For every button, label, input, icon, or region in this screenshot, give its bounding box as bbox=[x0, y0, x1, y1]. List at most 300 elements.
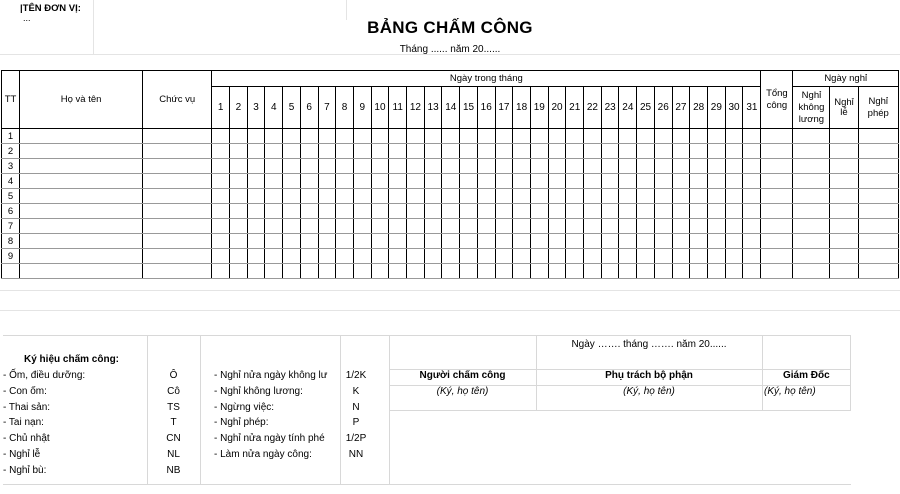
attendance-cell[interactable] bbox=[336, 264, 354, 279]
attendance-cell[interactable] bbox=[283, 234, 301, 249]
attendance-cell[interactable] bbox=[672, 159, 690, 174]
attendance-cell[interactable] bbox=[247, 189, 265, 204]
attendance-cell[interactable] bbox=[690, 189, 708, 204]
attendance-cell[interactable] bbox=[477, 249, 495, 264]
attendance-cell[interactable] bbox=[761, 174, 793, 189]
attendance-cell[interactable] bbox=[548, 159, 566, 174]
attendance-cell[interactable] bbox=[761, 159, 793, 174]
attendance-cell[interactable] bbox=[690, 219, 708, 234]
attendance-cell[interactable] bbox=[654, 249, 672, 264]
attendance-cell[interactable] bbox=[830, 204, 858, 219]
attendance-cell[interactable] bbox=[619, 219, 637, 234]
position-cell[interactable] bbox=[143, 249, 212, 264]
attendance-cell[interactable] bbox=[318, 234, 336, 249]
attendance-cell[interactable] bbox=[300, 144, 318, 159]
attendance-cell[interactable] bbox=[336, 234, 354, 249]
name-cell[interactable] bbox=[20, 204, 143, 219]
attendance-cell[interactable] bbox=[495, 219, 513, 234]
attendance-cell[interactable] bbox=[495, 249, 513, 264]
attendance-cell[interactable] bbox=[495, 144, 513, 159]
attendance-cell[interactable] bbox=[318, 174, 336, 189]
attendance-cell[interactable] bbox=[619, 204, 637, 219]
attendance-cell[interactable] bbox=[212, 249, 230, 264]
attendance-cell[interactable] bbox=[513, 204, 531, 219]
attendance-cell[interactable] bbox=[407, 174, 425, 189]
attendance-cell[interactable] bbox=[230, 264, 248, 279]
attendance-cell[interactable] bbox=[513, 129, 531, 144]
attendance-cell[interactable] bbox=[460, 144, 478, 159]
attendance-cell[interactable] bbox=[858, 174, 899, 189]
attendance-cell[interactable] bbox=[858, 204, 899, 219]
attendance-cell[interactable] bbox=[566, 264, 584, 279]
attendance-cell[interactable] bbox=[743, 249, 761, 264]
attendance-cell[interactable] bbox=[212, 174, 230, 189]
attendance-cell[interactable] bbox=[230, 204, 248, 219]
attendance-cell[interactable] bbox=[584, 204, 602, 219]
attendance-cell[interactable] bbox=[283, 159, 301, 174]
attendance-cell[interactable] bbox=[566, 204, 584, 219]
attendance-cell[interactable] bbox=[460, 264, 478, 279]
attendance-cell[interactable] bbox=[212, 219, 230, 234]
attendance-cell[interactable] bbox=[637, 234, 655, 249]
position-cell[interactable] bbox=[143, 144, 212, 159]
attendance-cell[interactable] bbox=[743, 189, 761, 204]
attendance-cell[interactable] bbox=[407, 249, 425, 264]
attendance-cell[interactable] bbox=[793, 189, 830, 204]
attendance-cell[interactable] bbox=[830, 234, 858, 249]
name-cell[interactable] bbox=[20, 189, 143, 204]
attendance-cell[interactable] bbox=[654, 234, 672, 249]
attendance-cell[interactable] bbox=[336, 189, 354, 204]
attendance-cell[interactable] bbox=[637, 174, 655, 189]
attendance-cell[interactable] bbox=[477, 189, 495, 204]
attendance-cell[interactable] bbox=[477, 219, 495, 234]
attendance-cell[interactable] bbox=[830, 144, 858, 159]
attendance-cell[interactable] bbox=[725, 204, 743, 219]
attendance-cell[interactable] bbox=[460, 219, 478, 234]
attendance-cell[interactable] bbox=[858, 249, 899, 264]
attendance-cell[interactable] bbox=[230, 159, 248, 174]
attendance-cell[interactable] bbox=[793, 234, 830, 249]
position-cell[interactable] bbox=[143, 129, 212, 144]
attendance-cell[interactable] bbox=[495, 174, 513, 189]
attendance-cell[interactable] bbox=[265, 144, 283, 159]
attendance-cell[interactable] bbox=[230, 129, 248, 144]
attendance-cell[interactable] bbox=[212, 204, 230, 219]
attendance-cell[interactable] bbox=[793, 249, 830, 264]
attendance-cell[interactable] bbox=[793, 204, 830, 219]
attendance-cell[interactable] bbox=[442, 144, 460, 159]
attendance-cell[interactable] bbox=[548, 204, 566, 219]
attendance-cell[interactable] bbox=[619, 249, 637, 264]
attendance-cell[interactable] bbox=[283, 264, 301, 279]
attendance-cell[interactable] bbox=[619, 234, 637, 249]
attendance-cell[interactable] bbox=[300, 189, 318, 204]
attendance-cell[interactable] bbox=[690, 264, 708, 279]
attendance-cell[interactable] bbox=[353, 234, 371, 249]
attendance-cell[interactable] bbox=[637, 159, 655, 174]
attendance-cell[interactable] bbox=[336, 129, 354, 144]
attendance-cell[interactable] bbox=[858, 219, 899, 234]
attendance-cell[interactable] bbox=[371, 174, 389, 189]
attendance-cell[interactable] bbox=[371, 219, 389, 234]
attendance-cell[interactable] bbox=[247, 264, 265, 279]
attendance-cell[interactable] bbox=[283, 189, 301, 204]
attendance-cell[interactable] bbox=[690, 234, 708, 249]
attendance-cell[interactable] bbox=[247, 249, 265, 264]
attendance-cell[interactable] bbox=[283, 204, 301, 219]
attendance-cell[interactable] bbox=[619, 129, 637, 144]
attendance-cell[interactable] bbox=[743, 144, 761, 159]
attendance-cell[interactable] bbox=[460, 129, 478, 144]
attendance-cell[interactable] bbox=[460, 174, 478, 189]
attendance-cell[interactable] bbox=[637, 249, 655, 264]
attendance-cell[interactable] bbox=[407, 144, 425, 159]
name-cell[interactable] bbox=[20, 159, 143, 174]
attendance-cell[interactable] bbox=[336, 204, 354, 219]
attendance-cell[interactable] bbox=[353, 219, 371, 234]
attendance-cell[interactable] bbox=[424, 204, 442, 219]
attendance-cell[interactable] bbox=[619, 174, 637, 189]
attendance-cell[interactable] bbox=[371, 129, 389, 144]
attendance-cell[interactable] bbox=[761, 189, 793, 204]
attendance-cell[interactable] bbox=[389, 174, 407, 189]
position-cell[interactable] bbox=[143, 189, 212, 204]
attendance-cell[interactable] bbox=[743, 174, 761, 189]
attendance-cell[interactable] bbox=[318, 204, 336, 219]
attendance-cell[interactable] bbox=[566, 219, 584, 234]
attendance-cell[interactable] bbox=[858, 264, 899, 279]
attendance-cell[interactable] bbox=[566, 144, 584, 159]
attendance-cell[interactable] bbox=[513, 189, 531, 204]
attendance-cell[interactable] bbox=[637, 204, 655, 219]
attendance-cell[interactable] bbox=[761, 129, 793, 144]
attendance-cell[interactable] bbox=[495, 129, 513, 144]
attendance-cell[interactable] bbox=[371, 249, 389, 264]
attendance-cell[interactable] bbox=[265, 159, 283, 174]
attendance-cell[interactable] bbox=[708, 174, 726, 189]
attendance-cell[interactable] bbox=[389, 219, 407, 234]
attendance-cell[interactable] bbox=[283, 129, 301, 144]
attendance-cell[interactable] bbox=[212, 264, 230, 279]
attendance-cell[interactable] bbox=[619, 144, 637, 159]
attendance-cell[interactable] bbox=[353, 144, 371, 159]
attendance-cell[interactable] bbox=[460, 189, 478, 204]
attendance-cell[interactable] bbox=[247, 174, 265, 189]
name-cell[interactable] bbox=[20, 129, 143, 144]
attendance-cell[interactable] bbox=[318, 129, 336, 144]
attendance-cell[interactable] bbox=[230, 234, 248, 249]
attendance-cell[interactable] bbox=[283, 144, 301, 159]
position-cell[interactable] bbox=[143, 219, 212, 234]
attendance-cell[interactable] bbox=[389, 144, 407, 159]
attendance-cell[interactable] bbox=[495, 264, 513, 279]
attendance-cell[interactable] bbox=[601, 264, 619, 279]
attendance-cell[interactable] bbox=[584, 174, 602, 189]
attendance-cell[interactable] bbox=[690, 129, 708, 144]
attendance-cell[interactable] bbox=[654, 144, 672, 159]
attendance-cell[interactable] bbox=[858, 129, 899, 144]
attendance-cell[interactable] bbox=[353, 264, 371, 279]
attendance-cell[interactable] bbox=[230, 189, 248, 204]
attendance-cell[interactable] bbox=[793, 219, 830, 234]
attendance-cell[interactable] bbox=[637, 219, 655, 234]
attendance-cell[interactable] bbox=[265, 249, 283, 264]
name-cell[interactable] bbox=[20, 174, 143, 189]
attendance-cell[interactable] bbox=[495, 189, 513, 204]
attendance-cell[interactable] bbox=[530, 174, 548, 189]
attendance-cell[interactable] bbox=[247, 234, 265, 249]
attendance-cell[interactable] bbox=[690, 174, 708, 189]
attendance-cell[interactable] bbox=[247, 219, 265, 234]
attendance-cell[interactable] bbox=[265, 219, 283, 234]
attendance-cell[interactable] bbox=[336, 219, 354, 234]
attendance-cell[interactable] bbox=[530, 189, 548, 204]
attendance-cell[interactable] bbox=[793, 159, 830, 174]
attendance-cell[interactable] bbox=[672, 129, 690, 144]
attendance-cell[interactable] bbox=[530, 159, 548, 174]
attendance-cell[interactable] bbox=[495, 204, 513, 219]
attendance-cell[interactable] bbox=[743, 234, 761, 249]
attendance-cell[interactable] bbox=[530, 129, 548, 144]
attendance-cell[interactable] bbox=[513, 234, 531, 249]
attendance-cell[interactable] bbox=[407, 159, 425, 174]
attendance-cell[interactable] bbox=[460, 159, 478, 174]
attendance-cell[interactable] bbox=[212, 159, 230, 174]
attendance-cell[interactable] bbox=[336, 249, 354, 264]
attendance-cell[interactable] bbox=[601, 204, 619, 219]
attendance-cell[interactable] bbox=[424, 144, 442, 159]
attendance-cell[interactable] bbox=[793, 144, 830, 159]
attendance-cell[interactable] bbox=[424, 264, 442, 279]
attendance-cell[interactable] bbox=[477, 204, 495, 219]
attendance-cell[interactable] bbox=[601, 144, 619, 159]
attendance-cell[interactable] bbox=[353, 204, 371, 219]
attendance-cell[interactable] bbox=[830, 249, 858, 264]
attendance-cell[interactable] bbox=[424, 189, 442, 204]
attendance-cell[interactable] bbox=[389, 234, 407, 249]
attendance-cell[interactable] bbox=[584, 129, 602, 144]
attendance-cell[interactable] bbox=[672, 249, 690, 264]
attendance-cell[interactable] bbox=[619, 264, 637, 279]
attendance-cell[interactable] bbox=[548, 264, 566, 279]
attendance-cell[interactable] bbox=[300, 264, 318, 279]
attendance-cell[interactable] bbox=[230, 144, 248, 159]
attendance-cell[interactable] bbox=[442, 174, 460, 189]
attendance-cell[interactable] bbox=[761, 234, 793, 249]
attendance-cell[interactable] bbox=[672, 204, 690, 219]
attendance-cell[interactable] bbox=[708, 129, 726, 144]
name-cell[interactable] bbox=[20, 144, 143, 159]
attendance-cell[interactable] bbox=[830, 174, 858, 189]
attendance-cell[interactable] bbox=[477, 159, 495, 174]
attendance-cell[interactable] bbox=[690, 204, 708, 219]
attendance-cell[interactable] bbox=[318, 264, 336, 279]
attendance-cell[interactable] bbox=[300, 234, 318, 249]
attendance-cell[interactable] bbox=[442, 264, 460, 279]
attendance-cell[interactable] bbox=[654, 219, 672, 234]
attendance-cell[interactable] bbox=[672, 219, 690, 234]
attendance-cell[interactable] bbox=[601, 219, 619, 234]
attendance-cell[interactable] bbox=[548, 234, 566, 249]
attendance-cell[interactable] bbox=[353, 249, 371, 264]
attendance-cell[interactable] bbox=[601, 129, 619, 144]
attendance-cell[interactable] bbox=[619, 189, 637, 204]
attendance-cell[interactable] bbox=[424, 129, 442, 144]
attendance-cell[interactable] bbox=[407, 234, 425, 249]
attendance-cell[interactable] bbox=[513, 174, 531, 189]
attendance-cell[interactable] bbox=[548, 219, 566, 234]
attendance-cell[interactable] bbox=[858, 144, 899, 159]
attendance-cell[interactable] bbox=[371, 144, 389, 159]
attendance-cell[interactable] bbox=[566, 129, 584, 144]
attendance-cell[interactable] bbox=[424, 174, 442, 189]
attendance-cell[interactable] bbox=[318, 144, 336, 159]
attendance-cell[interactable] bbox=[300, 129, 318, 144]
attendance-cell[interactable] bbox=[725, 189, 743, 204]
attendance-cell[interactable] bbox=[230, 219, 248, 234]
attendance-cell[interactable] bbox=[389, 129, 407, 144]
attendance-cell[interactable] bbox=[460, 249, 478, 264]
attendance-cell[interactable] bbox=[513, 219, 531, 234]
attendance-cell[interactable] bbox=[407, 189, 425, 204]
attendance-cell[interactable] bbox=[371, 204, 389, 219]
attendance-cell[interactable] bbox=[672, 234, 690, 249]
attendance-cell[interactable] bbox=[407, 219, 425, 234]
attendance-cell[interactable] bbox=[513, 249, 531, 264]
attendance-cell[interactable] bbox=[830, 129, 858, 144]
attendance-cell[interactable] bbox=[265, 264, 283, 279]
attendance-cell[interactable] bbox=[548, 174, 566, 189]
attendance-cell[interactable] bbox=[830, 264, 858, 279]
attendance-cell[interactable] bbox=[265, 129, 283, 144]
attendance-cell[interactable] bbox=[584, 159, 602, 174]
attendance-cell[interactable] bbox=[477, 264, 495, 279]
attendance-cell[interactable] bbox=[300, 204, 318, 219]
attendance-cell[interactable] bbox=[601, 159, 619, 174]
attendance-cell[interactable] bbox=[858, 234, 899, 249]
attendance-cell[interactable] bbox=[708, 189, 726, 204]
attendance-cell[interactable] bbox=[584, 144, 602, 159]
attendance-cell[interactable] bbox=[654, 159, 672, 174]
attendance-cell[interactable] bbox=[858, 189, 899, 204]
attendance-cell[interactable] bbox=[530, 249, 548, 264]
attendance-cell[interactable] bbox=[353, 189, 371, 204]
attendance-cell[interactable] bbox=[725, 144, 743, 159]
attendance-cell[interactable] bbox=[830, 189, 858, 204]
attendance-cell[interactable] bbox=[407, 264, 425, 279]
attendance-cell[interactable] bbox=[212, 189, 230, 204]
attendance-cell[interactable] bbox=[601, 234, 619, 249]
attendance-cell[interactable] bbox=[407, 129, 425, 144]
attendance-cell[interactable] bbox=[389, 249, 407, 264]
attendance-cell[interactable] bbox=[265, 234, 283, 249]
attendance-cell[interactable] bbox=[584, 219, 602, 234]
attendance-cell[interactable] bbox=[300, 249, 318, 264]
attendance-cell[interactable] bbox=[672, 189, 690, 204]
attendance-cell[interactable] bbox=[858, 159, 899, 174]
attendance-cell[interactable] bbox=[761, 219, 793, 234]
attendance-cell[interactable] bbox=[442, 189, 460, 204]
attendance-cell[interactable] bbox=[513, 159, 531, 174]
attendance-cell[interactable] bbox=[300, 219, 318, 234]
attendance-cell[interactable] bbox=[761, 264, 793, 279]
position-cell[interactable] bbox=[143, 174, 212, 189]
attendance-cell[interactable] bbox=[495, 234, 513, 249]
attendance-cell[interactable] bbox=[265, 189, 283, 204]
attendance-cell[interactable] bbox=[725, 129, 743, 144]
attendance-cell[interactable] bbox=[601, 174, 619, 189]
attendance-cell[interactable] bbox=[460, 234, 478, 249]
position-cell[interactable] bbox=[143, 264, 212, 279]
attendance-cell[interactable] bbox=[637, 189, 655, 204]
attendance-cell[interactable] bbox=[830, 159, 858, 174]
attendance-cell[interactable] bbox=[424, 219, 442, 234]
attendance-cell[interactable] bbox=[460, 204, 478, 219]
attendance-cell[interactable] bbox=[212, 144, 230, 159]
attendance-cell[interactable] bbox=[654, 204, 672, 219]
attendance-cell[interactable] bbox=[318, 249, 336, 264]
attendance-cell[interactable] bbox=[672, 264, 690, 279]
attendance-cell[interactable] bbox=[353, 174, 371, 189]
attendance-cell[interactable] bbox=[725, 219, 743, 234]
attendance-cell[interactable] bbox=[265, 174, 283, 189]
attendance-cell[interactable] bbox=[743, 204, 761, 219]
attendance-cell[interactable] bbox=[708, 234, 726, 249]
attendance-cell[interactable] bbox=[725, 264, 743, 279]
attendance-cell[interactable] bbox=[424, 234, 442, 249]
attendance-cell[interactable] bbox=[407, 204, 425, 219]
attendance-cell[interactable] bbox=[247, 204, 265, 219]
attendance-cell[interactable] bbox=[389, 159, 407, 174]
attendance-cell[interactable] bbox=[743, 129, 761, 144]
attendance-cell[interactable] bbox=[743, 219, 761, 234]
attendance-cell[interactable] bbox=[566, 189, 584, 204]
attendance-cell[interactable] bbox=[637, 129, 655, 144]
attendance-cell[interactable] bbox=[637, 264, 655, 279]
attendance-cell[interactable] bbox=[725, 174, 743, 189]
attendance-cell[interactable] bbox=[353, 129, 371, 144]
attendance-cell[interactable] bbox=[336, 159, 354, 174]
attendance-cell[interactable] bbox=[708, 249, 726, 264]
attendance-cell[interactable] bbox=[247, 129, 265, 144]
attendance-cell[interactable] bbox=[371, 189, 389, 204]
attendance-cell[interactable] bbox=[690, 144, 708, 159]
attendance-cell[interactable] bbox=[530, 234, 548, 249]
attendance-cell[interactable] bbox=[690, 159, 708, 174]
attendance-cell[interactable] bbox=[584, 249, 602, 264]
attendance-cell[interactable] bbox=[442, 204, 460, 219]
attendance-cell[interactable] bbox=[793, 174, 830, 189]
attendance-cell[interactable] bbox=[548, 189, 566, 204]
attendance-cell[interactable] bbox=[725, 249, 743, 264]
attendance-cell[interactable] bbox=[743, 159, 761, 174]
position-cell[interactable] bbox=[143, 159, 212, 174]
attendance-cell[interactable] bbox=[353, 159, 371, 174]
attendance-cell[interactable] bbox=[283, 174, 301, 189]
attendance-cell[interactable] bbox=[318, 219, 336, 234]
attendance-cell[interactable] bbox=[389, 204, 407, 219]
attendance-cell[interactable] bbox=[300, 174, 318, 189]
attendance-cell[interactable] bbox=[672, 144, 690, 159]
attendance-cell[interactable] bbox=[336, 144, 354, 159]
attendance-cell[interactable] bbox=[584, 234, 602, 249]
attendance-cell[interactable] bbox=[548, 249, 566, 264]
attendance-cell[interactable] bbox=[495, 159, 513, 174]
attendance-cell[interactable] bbox=[530, 204, 548, 219]
attendance-cell[interactable] bbox=[247, 159, 265, 174]
attendance-cell[interactable] bbox=[830, 219, 858, 234]
